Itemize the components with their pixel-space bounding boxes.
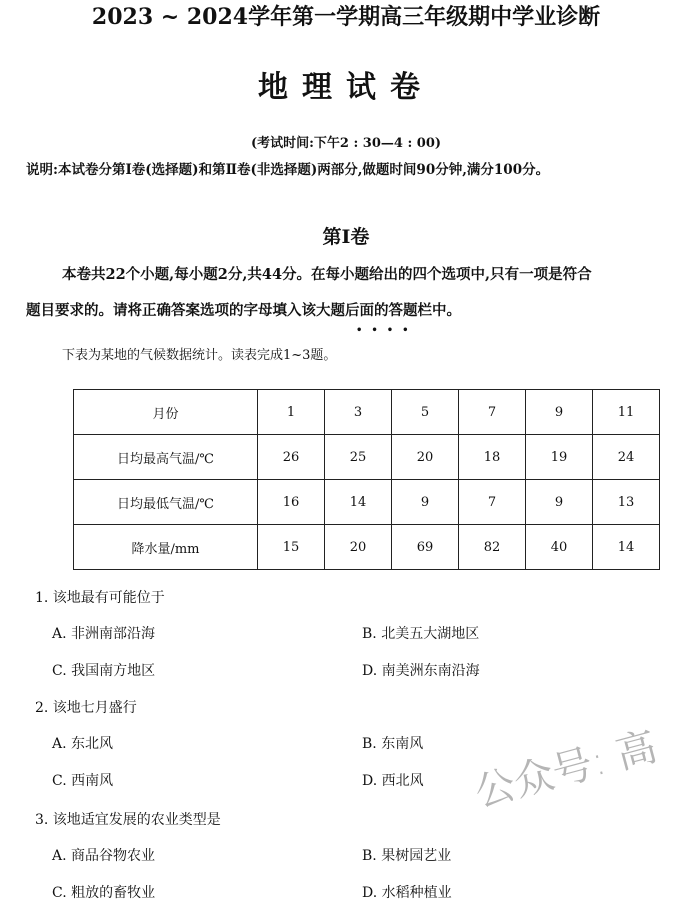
exam-note: 说明:本试卷分第Ⅰ卷(选择题)和第Ⅱ卷(非选择题)两部分,做题时间90分钟,满分100分。 (26, 162, 550, 178)
exam-title: 2023 ~ 2024学年第一学期高三年级期中学业诊断 (91, 4, 601, 30)
watermark: 公众号: 高 (470, 723, 662, 817)
table-row (74, 435, 660, 480)
table-cell: 20 (392, 435, 459, 480)
table-cell: 7 (459, 480, 526, 525)
table-cell: 16 (258, 480, 325, 525)
table-cell: 14 (325, 480, 392, 525)
table-cell: 15 (258, 525, 325, 570)
answer-option: D. 西北风 (362, 773, 424, 789)
answer-option: B. 北美五大湖地区 (362, 626, 480, 642)
part-heading: 第Ⅰ卷 (322, 226, 370, 248)
table-cell: 18 (459, 435, 526, 480)
row-header: 日均最高气温/℃ (74, 435, 258, 480)
table-row (74, 390, 660, 435)
table-cell: 19 (526, 435, 593, 480)
table-cell: 1 (258, 390, 325, 435)
exam-time: (考试时间:下午2 : 30—4 : 00) (250, 136, 442, 151)
subject-title: 地理试卷 (258, 70, 434, 105)
table-cell: 25 (325, 435, 392, 480)
answer-option: A. 东北风 (52, 736, 114, 752)
answer-option: D. 南美洲东南沿海 (362, 663, 480, 679)
answer-option: B. 东南风 (362, 736, 424, 752)
table-cell: 82 (459, 525, 526, 570)
table-intro: 下表为某地的气候数据统计。读表完成1~3题。 (62, 348, 337, 363)
table-row (74, 480, 660, 525)
table-cell: 13 (593, 480, 660, 525)
table-cell: 5 (392, 390, 459, 435)
instructions-line-2: 题目要求的。请将正确答案选项的字母填入该大题后面的答题栏中。 (26, 302, 461, 319)
table-cell: 9 (526, 390, 593, 435)
table-cell: 69 (392, 525, 459, 570)
emphasis-dots: •••• (356, 325, 418, 336)
table-cell: 40 (526, 525, 593, 570)
answer-option: D. 水稻种植业 (362, 885, 452, 901)
instructions-line-1: 本卷共22个小题,每小题2分,共44分。在每小题给出的四个选项中,只有一项是符合 (62, 266, 592, 283)
answer-option: C. 西南风 (52, 773, 114, 789)
climate-table (73, 389, 660, 570)
answer-option: A. 非洲南部沿海 (52, 626, 156, 642)
answer-option: C. 粗放的畜牧业 (52, 885, 156, 901)
table-cell: 14 (593, 525, 660, 570)
table-cell: 9 (526, 480, 593, 525)
table-cell: 26 (258, 435, 325, 480)
table-cell: 20 (325, 525, 392, 570)
answer-option: B. 果树园艺业 (362, 848, 452, 864)
question-stem: 2. 该地七月盛行 (35, 700, 137, 716)
question-stem: 1. 该地最有可能位于 (35, 590, 165, 606)
row-header: 日均最低气温/℃ (74, 480, 258, 525)
table-cell: 9 (392, 480, 459, 525)
answer-option: C. 我国南方地区 (52, 663, 156, 679)
answer-option: A. 商品谷物农业 (52, 848, 156, 864)
row-header: 降水量/mm (74, 525, 258, 570)
table-row (74, 525, 660, 570)
table-cell: 3 (325, 390, 392, 435)
table-cell: 11 (593, 390, 660, 435)
question-stem: 3. 该地适宜发展的农业类型是 (35, 812, 221, 828)
table-cell: 7 (459, 390, 526, 435)
row-header: 月份 (74, 390, 258, 435)
table-cell: 24 (593, 435, 660, 480)
